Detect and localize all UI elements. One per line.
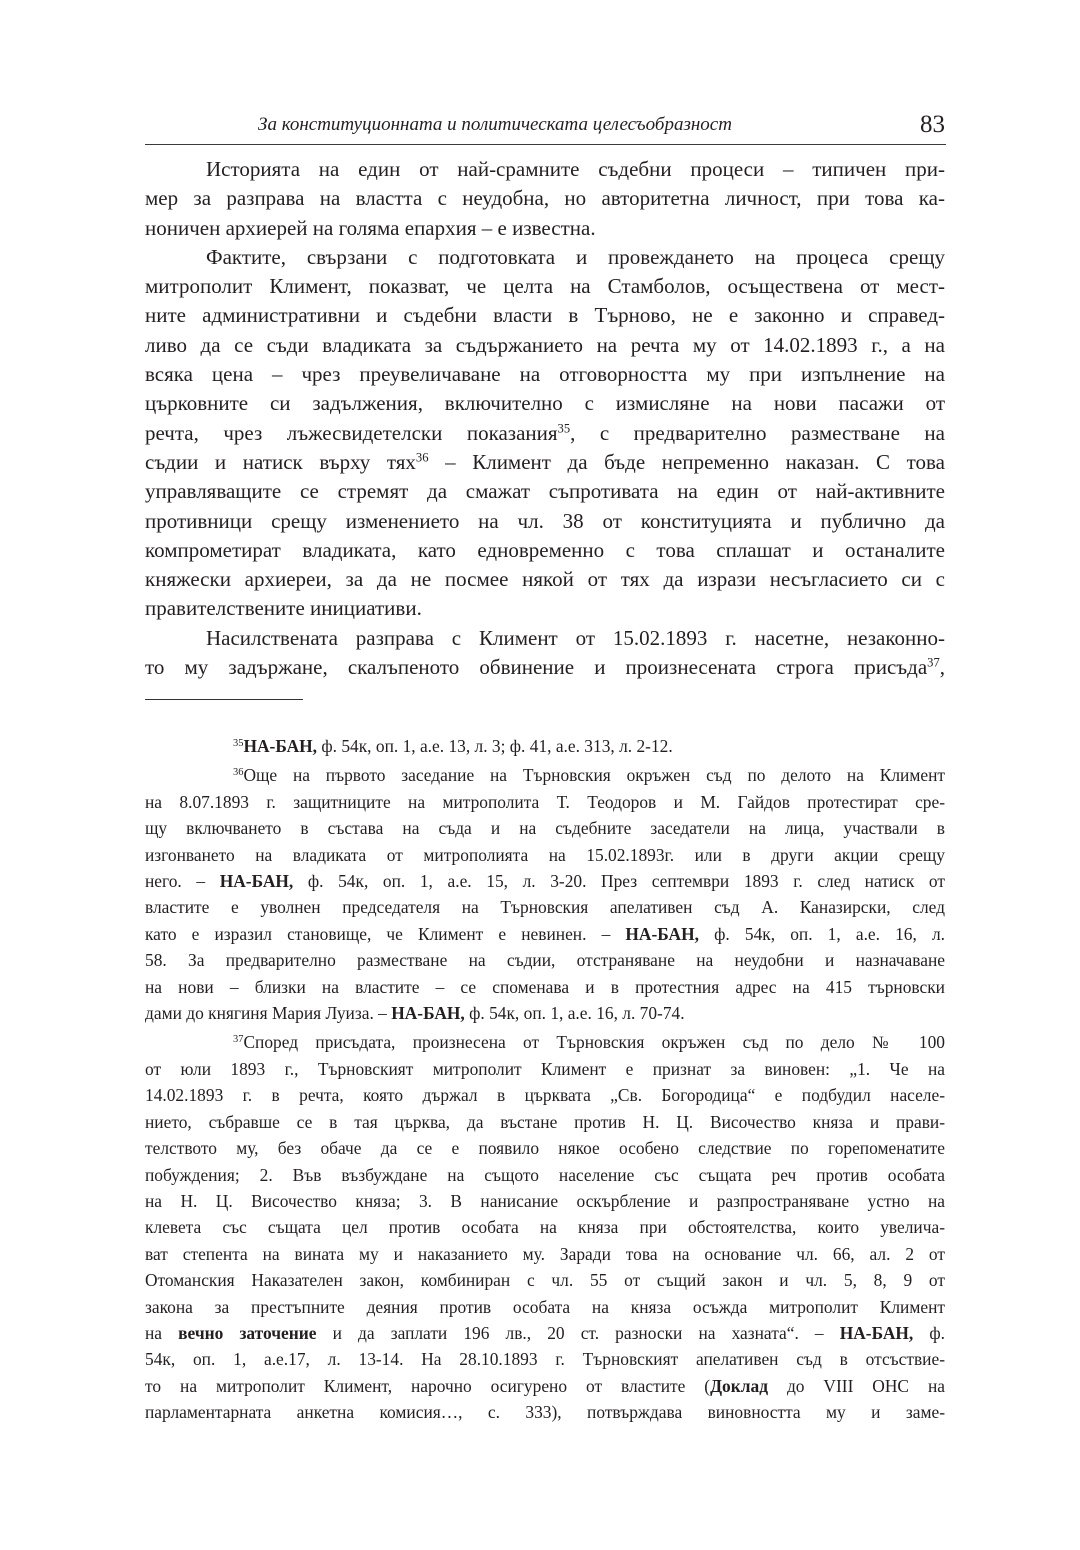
text-run: то му задържане, скалъпеното обвинение и произнесената строга присъда <box>145 655 928 680</box>
text-line <box>145 214 945 243</box>
text-run: клевета със същата цел против особата на княза при обстоятелства, които увелича- <box>145 1217 945 1238</box>
text-run: и да заплати 196 лв., 20 ст. разноски на хазната“. – <box>316 1322 840 1343</box>
bold-run: НА-БАН, <box>839 1322 914 1343</box>
footnote-ref: 36 <box>233 767 244 779</box>
text-run: речта, чрез лъжесвидетелски показания <box>145 420 558 445</box>
text-run: от юли 1893 г., Търновският митрополит Климент е признат за виновен: „1. Че на <box>145 1058 945 1079</box>
text-run: дами до княгиня Мария Луиза. – <box>145 1003 392 1024</box>
text-line <box>145 1056 945 1082</box>
footnote-ref: 37 <box>927 655 940 670</box>
text-run: ноничен архиерей на голяма епархия – е известна. <box>145 215 596 240</box>
text-run: Според присъдата, произнесена от Търновския окръжен съд по дело № 100 <box>243 1032 945 1053</box>
text-line <box>145 624 945 653</box>
text-run: Насилствената разправа с Климент от 15.02.1893 г. насетне, незаконно- <box>206 625 945 650</box>
text-run: ват степента на вината му и наказанието му. Заради това на основание чл. 66, ал. 2 от <box>145 1243 945 1264</box>
text-run: 58. За предварително разместване на съдии, отстраняване на неудобни и назначаване <box>145 950 945 971</box>
text-line <box>145 1162 945 1188</box>
text-line <box>145 762 945 788</box>
running-header-title: За конституционната и политическата целесъобразност <box>258 114 732 135</box>
text-run: до VIII ОНС на <box>768 1375 945 1396</box>
text-line <box>145 1000 945 1026</box>
bold-run: НА-БАН, <box>243 736 318 756</box>
text-line <box>145 272 945 301</box>
footnotes <box>145 733 945 1429</box>
text-run: изгонването на владиката от митрополията на 15.02.1893г. или в други акции срещу <box>145 844 945 865</box>
text-run: управляващите се стремят да смажат съпротивата на един от най-активните <box>145 479 945 504</box>
text-run: , с предварително разместване на <box>570 420 945 445</box>
text-run: закона за престъпните деяния против особата на княза осъжда митрополит Климент <box>145 1296 945 1317</box>
header-rule <box>145 144 946 145</box>
text-run: побуждения; 2. Във възбуждане на същото население със същата реч против особата <box>145 1164 945 1185</box>
text-run: ф. 54к, оп. 1, а.е. 16, л. 70-74. <box>464 1003 685 1024</box>
text-line <box>145 1267 945 1293</box>
text-run: Отоманския Наказателен закон, комбиниран с чл. 55 от същий закон и чл. 5, 8, 9 от <box>145 1270 945 1291</box>
paragraph <box>145 155 945 243</box>
footnote-ref: 35 <box>557 421 571 436</box>
text-line <box>145 921 945 947</box>
text-line <box>145 1241 945 1267</box>
text-line <box>145 507 945 536</box>
text-line <box>145 1188 945 1214</box>
text-run: мер за разправа на властта с неудобна, но авторитетна личност, при това ка- <box>145 186 945 211</box>
text-run: Още на първото заседание на Търновския окръжен съд по делото на Климент <box>243 765 945 786</box>
text-line <box>145 565 945 594</box>
footnote-ref: 35 <box>233 737 244 749</box>
text-line <box>145 1294 945 1320</box>
text-line <box>145 331 945 360</box>
text-run: парламентарната анкетна комисия…, с. 333), потвърждава виновността му и заме- <box>145 1402 945 1423</box>
text-line <box>145 477 945 506</box>
text-line <box>145 789 945 815</box>
text-line <box>145 1320 945 1346</box>
text-run: на 8.07.1893 г. защитниците на митрополита Т. Теодоров и М. Гайдов протестират сре- <box>145 791 945 812</box>
text-line <box>145 184 945 213</box>
text-run: телството му, без обаче да се е появило някое особено следствие по горепоменатите <box>145 1138 945 1159</box>
footnote-separator <box>145 699 303 700</box>
text-run: на нови – близки на властите – се споменава и в протестния адрес на 415 търновски <box>145 976 945 997</box>
text-line <box>145 868 945 894</box>
text-line <box>145 1029 945 1055</box>
text-run: съдии и натиск върху тях <box>145 449 416 474</box>
text-line <box>145 301 945 330</box>
text-run: на Н. Ц. Височество княза; 3. В нанисание оскърбление и разпространяване устно на <box>145 1190 945 1211</box>
text-line <box>145 155 945 184</box>
text-run: църковните си задължения, включително с измисляне на нови пасажи от <box>145 391 945 416</box>
text-line <box>145 389 945 418</box>
text-run: Фактите, свързани с подготовката и провеждането на процеса срещу <box>206 244 945 269</box>
bold-run: Доклад <box>710 1375 768 1396</box>
text-run: него. – <box>145 871 220 892</box>
text-run: ф. 54к, оп. 1, а.е. 16, л. <box>699 923 946 944</box>
footnote-ref: 37 <box>233 1034 244 1046</box>
text-run: като е изразил становище, че Климент е невинен. – <box>145 923 626 944</box>
text-run: компрометират владиката, като едновременно с това сплашат и останалите <box>145 537 945 562</box>
text-run: ливо да се съди владиката за съдържанието на речта му от 14.02.1893 г., а на <box>145 332 945 357</box>
text-line <box>145 974 945 1000</box>
text-line <box>145 1135 945 1161</box>
text-line <box>145 1399 945 1425</box>
text-run: княжески архиереи, за да не посмее някой от тях да изрази несъгласието си с <box>145 567 945 592</box>
text-run: Историята на един от най-срамните съдебни процеси – типичен при- <box>206 157 945 181</box>
text-line <box>145 653 945 682</box>
text-line <box>145 1346 945 1372</box>
text-run: 54к, оп. 1, а.е.17, л. 13-14. На 28.10.1893 г. Търновският апелативен съд в отсъствие- <box>145 1349 945 1370</box>
text-run: ф. <box>913 1322 946 1343</box>
text-line <box>145 448 945 477</box>
footnote <box>145 1029 945 1425</box>
bold-run: НА-БАН, <box>625 923 699 944</box>
text-run: нието, събравше се в тая църква, да въстане против Н. Ц. Височество княза и прави- <box>145 1111 945 1132</box>
text-line <box>145 842 945 868</box>
text-line <box>145 1373 945 1399</box>
text-line <box>145 594 945 623</box>
footnote <box>145 733 945 759</box>
text-line <box>145 947 945 973</box>
text-line <box>145 243 945 272</box>
bold-run: НА-БАН, <box>219 871 294 892</box>
bold-run: вечно заточение <box>178 1322 317 1343</box>
text-run: щу включването в състава на съда и на съдебните заседатели на лица, участвали в <box>145 818 945 839</box>
paragraph <box>145 624 945 683</box>
text-run: властите е уволнен председателя на Търновския апелативен съд А. Каназирски, след <box>145 897 945 918</box>
text-run: 14.02.1893 г. в речта, която държал в църквата „Св. Богородица“ е подбудил населе- <box>145 1085 945 1106</box>
text-run: правителствените инициативи. <box>145 596 422 621</box>
text-line <box>145 733 945 759</box>
text-line <box>145 1082 945 1108</box>
footnote <box>145 762 945 1026</box>
text-run: – Климент да бъде непременно наказан. С това <box>428 449 945 474</box>
text-line <box>145 894 945 920</box>
text-run: на <box>145 1322 179 1343</box>
text-run: всяка цена – чрез преувеличаване на отговорността му при изпълнение на <box>145 362 945 387</box>
text-run: ф. 54к, оп. 1, а.е. 15, л. 3-20. През септември 1893 г. след натиск от <box>293 871 945 892</box>
text-line <box>145 360 945 389</box>
text-run: ф. 54к, оп. 1, а.е. 13, л. 3; ф. 41, а.е. 313, л. 2-12. <box>317 736 673 756</box>
text-run: то на митрополит Климент, нарочно осигурено от властите ( <box>145 1375 711 1396</box>
text-run: ните административни и съдебни власти в Търново, не е законно и справед- <box>145 303 945 328</box>
paragraph <box>145 243 945 624</box>
text-line <box>145 1214 945 1240</box>
text-run: митрополит Климент, показват, че целта на Стамболов, осъществена от мест- <box>145 274 945 299</box>
body-text <box>145 155 945 682</box>
text-line <box>145 536 945 565</box>
text-run: противници срещу изменението на чл. 38 от конституцията и публично да <box>145 508 945 533</box>
text-line <box>145 419 945 448</box>
footnote-ref: 36 <box>415 450 429 465</box>
page-number: 83 <box>920 111 945 138</box>
text-line <box>145 1109 945 1135</box>
text-line <box>145 815 945 841</box>
text-run: , <box>939 655 945 680</box>
bold-run: НА-БАН, <box>391 1003 465 1024</box>
